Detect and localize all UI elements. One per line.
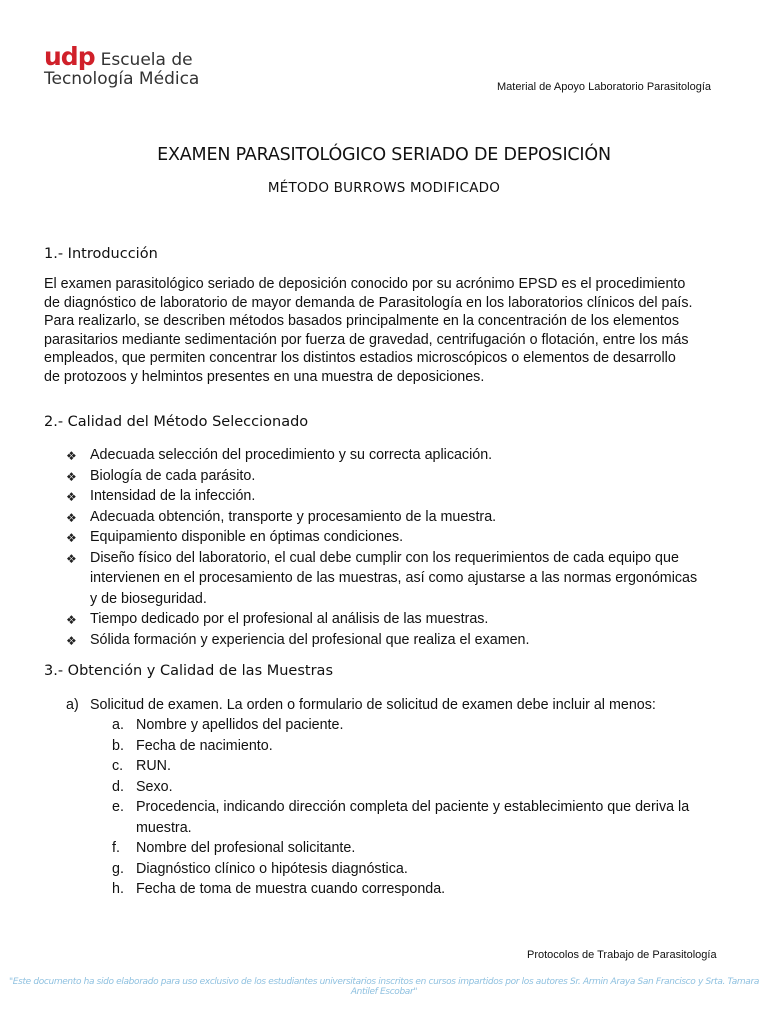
section-heading-introduccion: 1.- Introducción xyxy=(44,246,158,262)
list-item: c. RUN. xyxy=(112,758,171,774)
list-item: ❖ Diseño físico del laboratorio, el cual debe cumplir con los requerimientos de cada equipo que intervienen en el procesamiento de las muestras, así como ajustarse a las normas ergonómicas y de bioseguridad. xyxy=(66,549,698,607)
diamond-bullet-icon: ❖ xyxy=(66,613,77,627)
list-marker: a) xyxy=(66,697,79,713)
list-item: a. Nombre y apellidos del paciente. xyxy=(112,717,344,733)
list-item-a xyxy=(66,695,746,716)
intro-line: de diagnóstico de laboratorio de mayor demanda de Parasitología en los laboratorios clínicos del país. xyxy=(44,294,693,311)
diamond-bullet-icon: ❖ xyxy=(66,510,77,525)
list-item: e. Procedencia, indicando dirección completa del paciente y establecimiento que deriva la muestra. xyxy=(112,799,690,836)
diamond-bullet-icon: ❖ xyxy=(66,633,77,648)
list-item: ❖ Intensidad de la infección. xyxy=(66,486,746,507)
logo-brand: udp xyxy=(44,42,95,71)
quality-bullet-list xyxy=(66,445,746,650)
request-fields-list xyxy=(112,715,732,900)
document-subtitle: MÉTODO BURROWS MODIFICADO xyxy=(267,180,501,196)
header-caption: Material de Apoyo Laboratorio Parasitología xyxy=(497,81,712,93)
intro-line: El examen parasitológico seriado de deposición conocido por su acrónimo EPSD es el procedimiento xyxy=(44,276,686,292)
logo-line-1: Escuela de xyxy=(100,50,193,70)
intro-line: empleados, que permiten concentrar los distintos estadios microscópicos o elementos de desarrollo xyxy=(44,350,676,367)
list-item-text: Solicitud de examen. La orden o formulario de solicitud de examen debe incluir al menos: xyxy=(90,697,656,713)
list-item: ❖ Adecuada selección del procedimiento y su correcta aplicación. xyxy=(66,445,746,466)
list-item: f. Nombre del profesional solicitante. xyxy=(112,840,356,856)
document-title: EXAMEN PARASITOLÓGICO SERIADO DE DEPOSICIÓN xyxy=(157,145,611,165)
list-item: ❖ Biología de cada parásito. xyxy=(66,466,746,487)
disclaimer-text: "Este documento ha sido elaborado para uso exclusivo de los estudiantes universitarios inscritos en cursos impartidos por los autores Sr. Armin Araya San Francisco y Srta. Tamara Antilef Escobar" xyxy=(9,977,759,997)
diamond-bullet-icon: ❖ xyxy=(66,531,77,545)
section-heading-obtencion-muestras: 3.- Obtención y Calidad de las Muestras xyxy=(44,663,333,679)
list-item: h. Fecha de toma de muestra cuando corresponda. xyxy=(112,881,446,897)
diamond-bullet-icon: ❖ xyxy=(66,551,77,566)
list-item: ❖ Equipamiento disponible en óptimas condiciones. xyxy=(66,527,746,548)
diamond-bullet-icon: ❖ xyxy=(66,490,77,504)
intro-paragraph xyxy=(44,275,724,387)
list-item: ❖ Tiempo dedicado por el profesional al análisis de las muestras. xyxy=(66,609,746,630)
list-item: d. Sexo. xyxy=(112,778,173,795)
list-item: ❖ Adecuada obtención, transporte y procesamiento de la muestra. xyxy=(66,507,746,528)
section-heading-calidad-metodo: 2.- Calidad del Método Seleccionado xyxy=(44,414,309,430)
udp-logo xyxy=(44,44,199,88)
list-item: g. Diagnóstico clínico o hipótesis diagnóstica. xyxy=(112,860,408,877)
intro-line: Para realizarlo, se describen métodos basados principalmente en la concentración de los elementos xyxy=(44,313,679,330)
logo-line-2: Tecnología Médica xyxy=(44,69,200,89)
diamond-bullet-icon: ❖ xyxy=(66,469,77,484)
list-item: b. Fecha de nacimiento. xyxy=(112,737,273,754)
diamond-bullet-icon: ❖ xyxy=(66,449,77,463)
footer-caption: Protocolos de Trabajo de Parasitología xyxy=(527,949,717,961)
intro-line: de protozoos y helmintos presentes en una muestra de deposiciones. xyxy=(44,368,485,385)
list-item: ❖ Sólida formación y experiencia del profesional que realiza el examen. xyxy=(66,630,746,651)
intro-line: parasitarios mediante sedimentación por fuerza de gravedad, centrifugación o flotación, entre los más xyxy=(44,331,689,348)
